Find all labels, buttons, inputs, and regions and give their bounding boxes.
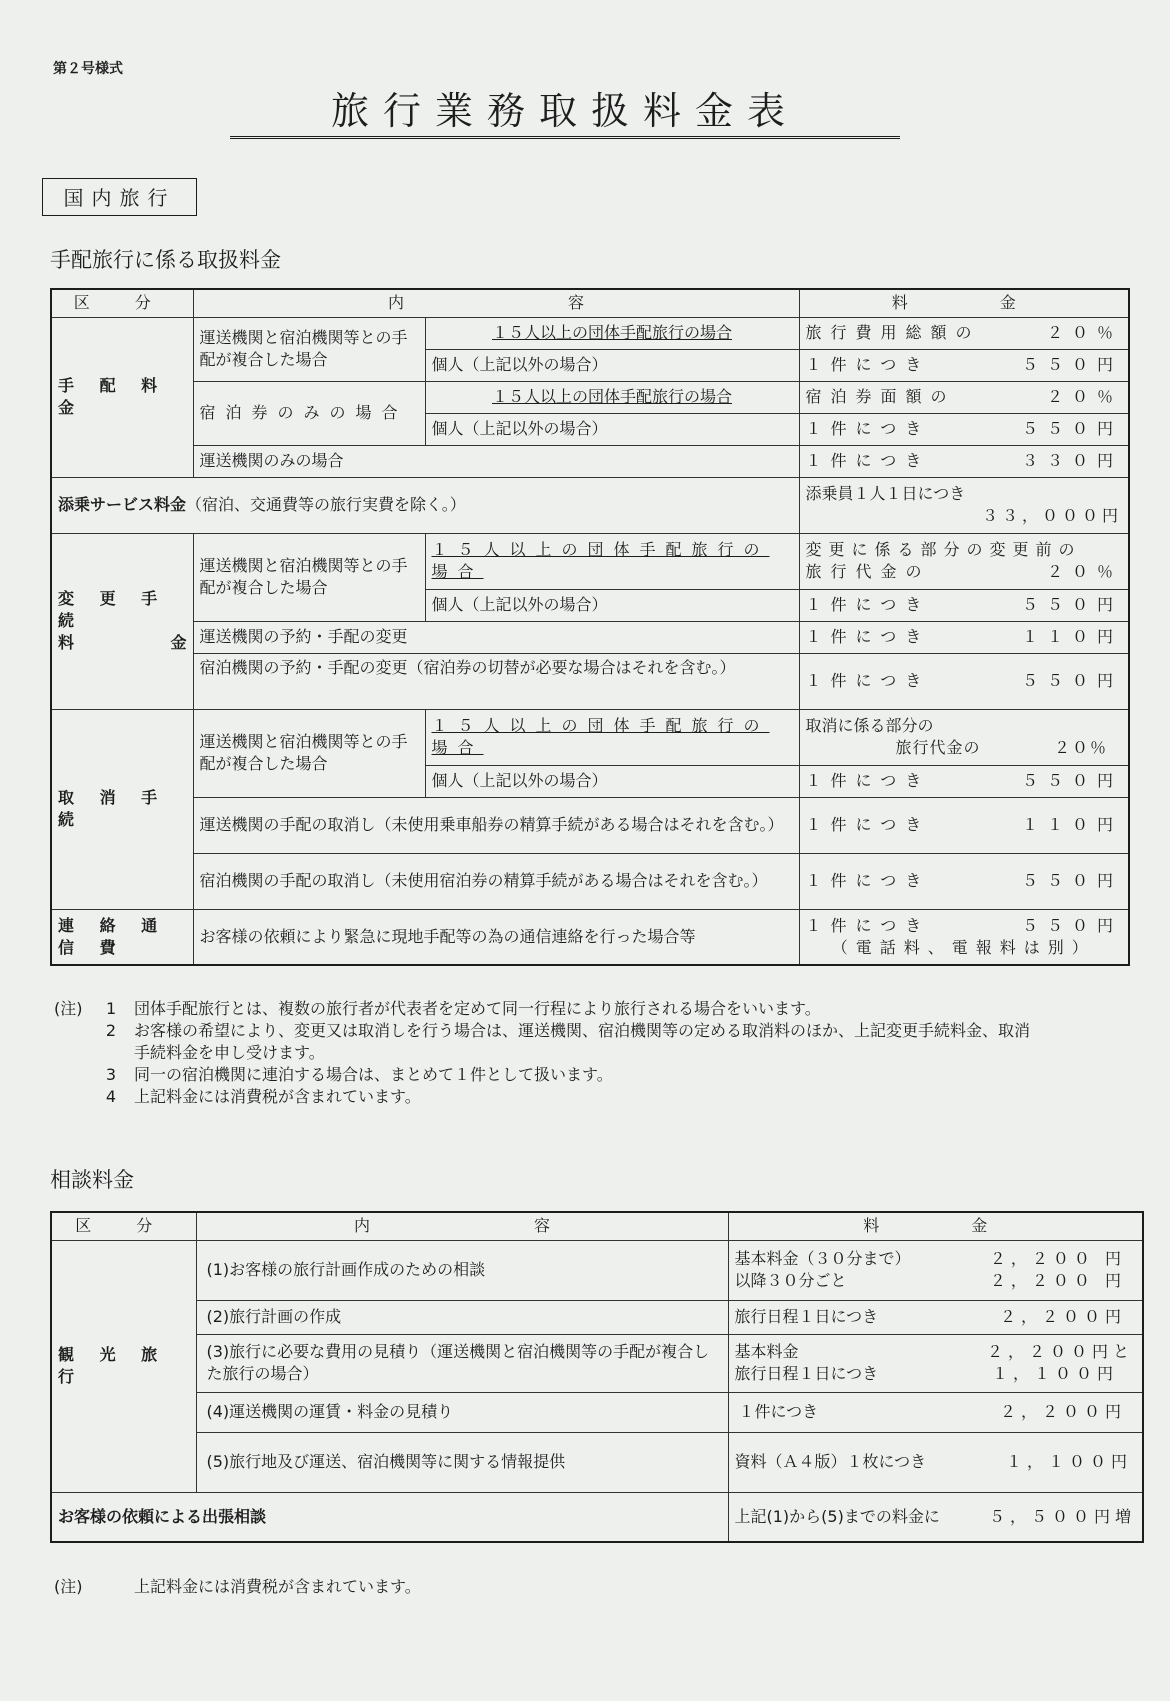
consult-row-1: (1)お客様の旅行計画作成のための相談 — [196, 1240, 728, 1300]
header-ryoukin: 料 金 — [728, 1212, 1143, 1240]
notes-2: (注) 上記料金には消費税が含まれています。 — [54, 1577, 421, 1596]
torikeshi-combined: 運送機関と宿泊機関等との手配が複合した場合 — [193, 709, 425, 797]
tehai-hotel-only: 宿泊券のみの場合 — [193, 381, 425, 445]
tehai-transport-only: 運送機関のみの場合 — [193, 445, 799, 477]
consult-row-2-fee: 旅行日程１日につき ２，２００円 — [728, 1300, 1143, 1334]
tehai-hotel-individual-fee: １件につき ５５０円 — [799, 413, 1129, 445]
henkou-hotel-fee: １件につき ５５０円 — [799, 653, 1129, 709]
torikeshi-hotel-fee: １件につき ５５０円 — [799, 853, 1129, 909]
table-row — [51, 1300, 1143, 1334]
table-header-row — [51, 289, 1129, 317]
renraku-label: 連 絡 通 信 費 — [51, 909, 193, 965]
torikeshi-transport: 運送機関の手配の取消し（未使用乗車船券の精算手続がある場合はそれを含む。） — [193, 797, 799, 853]
henkou-group15-fee: 変更に係る部分の変更前の 旅行代金の ２０％ — [799, 533, 1129, 589]
tehai-group15: １５人以上の団体手配旅行の場合 — [425, 317, 799, 349]
table-row — [51, 381, 1129, 413]
consult-row-3-fee: 基本料金 ２，２００円と 旅行日程１日につき １，１００円 — [728, 1334, 1143, 1392]
form-number: 第２号様式 — [53, 61, 123, 77]
kankou-label: 観 光 旅 行 — [51, 1240, 196, 1492]
header-kubun: 区 分 — [51, 1212, 196, 1240]
table-row — [51, 709, 1129, 765]
header-naiyou: 内 容 — [193, 289, 799, 317]
tenjo-note: （宿泊、交通費等の旅行実費を除く。） — [186, 495, 466, 514]
consultation-fee-table — [50, 1211, 1144, 1543]
torikeshi-individual-fee: １件につき ５５０円 — [799, 765, 1129, 797]
table-row — [51, 1240, 1143, 1300]
henkou-transport: 運送機関の予約・手配の変更 — [193, 621, 799, 653]
henkou-transport-fee: １件につき １１０円 — [799, 621, 1129, 653]
table-row — [51, 1492, 1143, 1542]
table-row — [51, 1334, 1143, 1392]
tenjo-label: 添乗サービス料金 — [58, 495, 187, 514]
tehai-hotel-group: １５人以上の団体手配旅行の場合 — [425, 381, 799, 413]
consult-row-4-fee: １件につき ２，２００円 — [728, 1392, 1143, 1432]
tehai-individual-fee: １件につき ５５０円 — [799, 349, 1129, 381]
table-row — [51, 621, 1129, 653]
table2-heading: 相談料金 — [50, 1168, 134, 1192]
renraku-fee: １件につき ５５０円 （電話料、電報料は別） — [799, 909, 1129, 965]
table-row — [51, 1392, 1143, 1432]
torikeshi-transport-fee: １件につき １１０円 — [799, 797, 1129, 853]
table-header-row — [51, 1212, 1143, 1240]
header-ryoukin: 料 金 — [799, 289, 1129, 317]
table-row — [51, 317, 1129, 349]
tehai-hotel-group-fee: 宿泊券面額の ２０％ — [799, 381, 1129, 413]
header-naiyou: 内 容 — [196, 1212, 728, 1240]
tehai-transport-only-fee: １件につき ３３０円 — [799, 445, 1129, 477]
page-title: 旅行業務取扱料金表 — [230, 88, 900, 139]
torikeshi-label: 取 消 手 続 — [51, 709, 193, 909]
tenjo-cell — [51, 477, 799, 533]
tehai-combined: 運送機関と宿泊機関等との手配が複合した場合 — [193, 317, 425, 381]
henkou-combined: 運送機関と宿泊機関等との手配が複合した場合 — [193, 533, 425, 621]
notes-1: (注) 1 団体手配旅行とは、複数の旅行者が代表者を定めて同一行程により旅行される場合をいいます。 2 お客様の希望により、変更又は取消しを行う場合は、運送機関、宿泊機関等の定める取消料のほか、上記変更手続料金、取消 手続料金を申し受けます。 3 同一の宿泊機関に連泊する場合は、まとめて１件として扱います。 4 上記料金には消費税が含まれています。 — [54, 999, 1031, 1106]
henkou-individual: 個人（上記以外の場合） — [425, 589, 799, 621]
consult-row-5-fee: 資料（Ａ４版）１枚につき １，１００円 — [728, 1432, 1143, 1492]
business-trip-label: お客様の依頼による出張相談 — [51, 1492, 728, 1542]
tehai-individual: 個人（上記以外の場合） — [425, 349, 799, 381]
table-row — [51, 477, 1129, 533]
torikeshi-group15-fee: 取消に係る部分の 旅行代金の ２０％ — [799, 709, 1129, 765]
henkou-label: 変 更 手 続 料 金 — [51, 533, 193, 709]
henkou-hotel: 宿泊機関の予約・手配の変更（宿泊券の切替が必要な場合はそれを含む。） — [193, 653, 799, 709]
consult-row-2: (2)旅行計画の作成 — [196, 1300, 728, 1334]
table-row — [51, 445, 1129, 477]
table-row — [51, 533, 1129, 589]
consult-row-1-fee: 基本料金（３０分まで） ２，２００ 円 以降３０分ごと ２，２００ 円 — [728, 1240, 1143, 1300]
tenjo-fee: 添乗員１人１日につき ３３，０００円 — [799, 477, 1129, 533]
table1-heading: 手配旅行に係る取扱料金 — [50, 248, 281, 272]
table-row — [51, 853, 1129, 909]
consult-row-5: (5)旅行地及び運送、宿泊機関等に関する情報提供 — [196, 1432, 728, 1492]
consult-row-4: (4)運送機関の運賃・料金の見積り — [196, 1392, 728, 1432]
tehai-label: 手 配 料 金 — [51, 317, 193, 477]
torikeshi-individual: 個人（上記以外の場合） — [425, 765, 799, 797]
tehai-hotel-individual: 個人（上記以外の場合） — [425, 413, 799, 445]
section-label: 国内旅行 — [42, 178, 197, 216]
consult-row-3: (3)旅行に必要な費用の見積り（運送機関と宿泊機関等の手配が複合した旅行の場合） — [196, 1334, 728, 1392]
henkou-individual-fee: １件につき ５５０円 — [799, 589, 1129, 621]
table-row — [51, 797, 1129, 853]
tehai-group15-fee: 旅行費用総額の ２０％ — [799, 317, 1129, 349]
business-trip-fee: 上記(1)から(5)までの料金に ５，５００円増 — [728, 1492, 1143, 1542]
arrangement-fee-table — [50, 288, 1130, 966]
torikeshi-hotel: 宿泊機関の手配の取消し（未使用宿泊券の精算手続がある場合はそれを含む。） — [193, 853, 799, 909]
torikeshi-group15: １５人以上の団体手配旅行の場合 — [425, 709, 799, 765]
table-row — [51, 653, 1129, 709]
henkou-group15: １５人以上の団体手配旅行の場合 — [425, 533, 799, 589]
header-kubun: 区 分 — [51, 289, 193, 317]
table-row — [51, 909, 1129, 965]
renraku-content: お客様の依頼により緊急に現地手配等の為の通信連絡を行った場合等 — [193, 909, 799, 965]
table-row — [51, 1432, 1143, 1492]
